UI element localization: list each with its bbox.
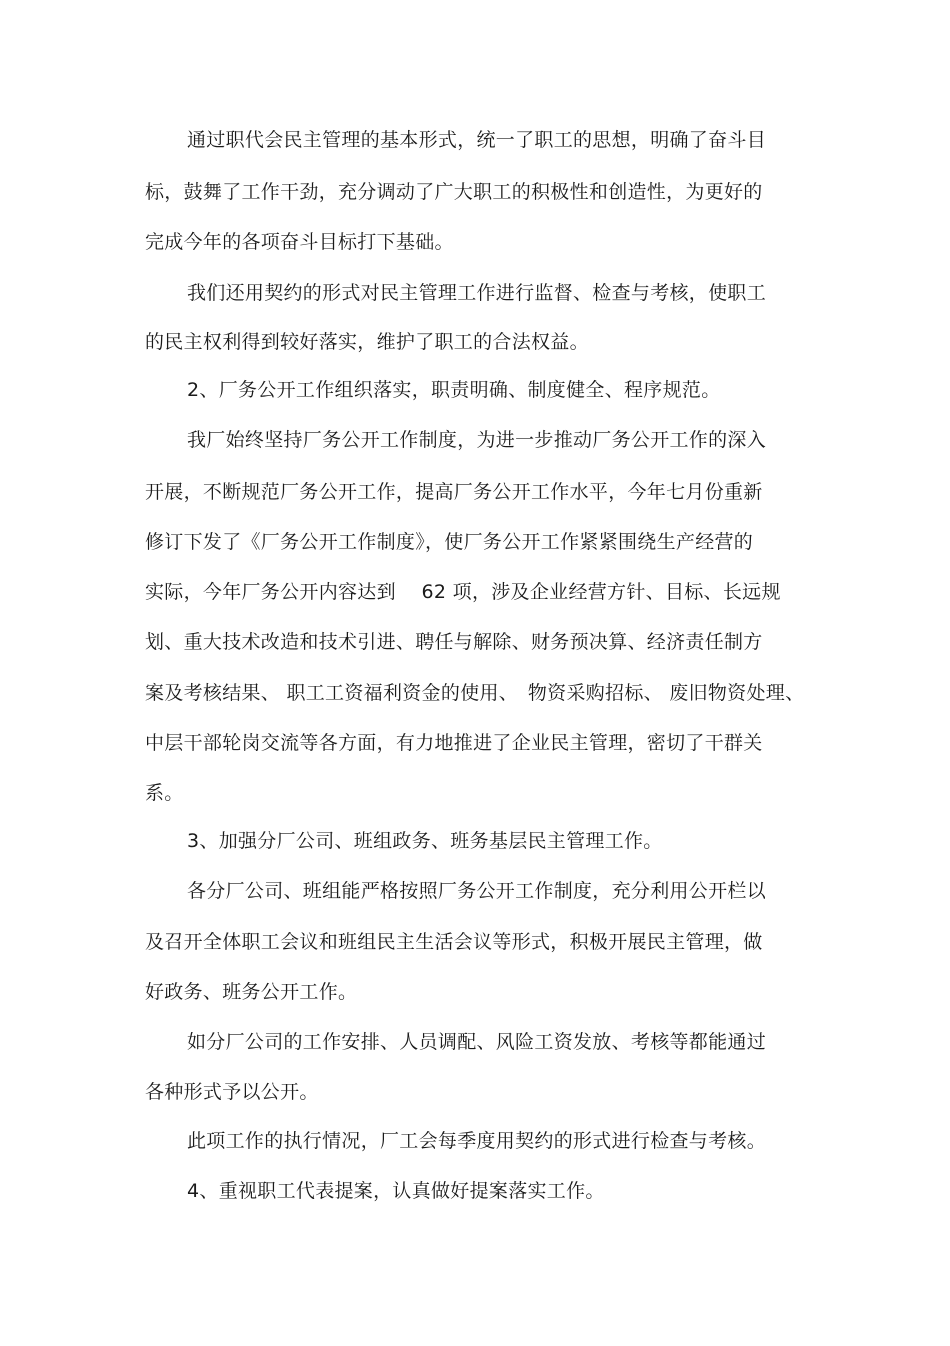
text-line: 各种形式予以公开。 xyxy=(145,1081,319,1103)
text-line: 修订下发了《厂务公开工作制度》，使厂务公开工作紧紧围绕生产经营的 xyxy=(145,531,754,553)
text-line: 系。 xyxy=(145,782,184,804)
text-line: 如分厂公司的工作安排、人员调配、风险工资发放、考核等都能通过 xyxy=(187,1031,767,1053)
section-heading: 2、厂务公开工作组织落实，职责明确、制度健全、程序规范。 xyxy=(187,379,721,401)
text-line: 标，鼓舞了工作干劲，充分调动了广大职工的积极性和创造性，为更好的 xyxy=(145,181,763,203)
text-line: 我厂始终坚持厂务公开工作制度，为进一步推动厂务公开工作的深入 xyxy=(187,429,767,451)
text-line: 通过职代会民主管理的基本形式，统一了职工的思想，明确了奋斗目 xyxy=(187,129,767,151)
text-line: 的民主权利得到较好落实，维护了职工的合法权益。 xyxy=(145,331,589,353)
text-line: 中层干部轮岗交流等各方面，有力地推进了企业民主管理，密切了干群关 xyxy=(145,732,763,754)
text-line: 完成今年的各项奋斗目标打下基础。 xyxy=(145,231,454,253)
text-line: 划、重大技术改造和技术引进、聘任与解除、财务预决算、经济责任制方 xyxy=(145,631,763,653)
text-line: 实际，今年厂务公开内容达到 62 项，涉及企业经营方针、目标、长远规 xyxy=(145,581,781,603)
text-line: 我们还用契约的形式对民主管理工作进行监督、检查与考核，使职工 xyxy=(187,282,767,304)
text-line: 此项工作的执行情况，厂工会每季度用契约的形式进行检查与考核。 xyxy=(187,1130,767,1152)
section-heading: 4、重视职工代表提案，认真做好提案落实工作。 xyxy=(187,1180,605,1202)
text-line: 开展，不断规范厂务公开工作，提高厂务公开工作水平，今年七月份重新 xyxy=(145,481,763,503)
text-line: 各分厂公司、班组能严格按照厂务公开工作制度，充分利用公开栏以 xyxy=(187,880,767,902)
text-line: 案及考核结果、 职工工资福利资金的使用、 物资采购招标、 废旧物资处理、 xyxy=(145,682,805,704)
text-line: 及召开全体职工会议和班组民主生活会议等形式，积极开展民主管理，做 xyxy=(145,931,763,953)
section-heading: 3、加强分厂公司、班组政务、班务基层民主管理工作。 xyxy=(187,830,663,852)
text-line: 好政务、班务公开工作。 xyxy=(145,981,358,1003)
